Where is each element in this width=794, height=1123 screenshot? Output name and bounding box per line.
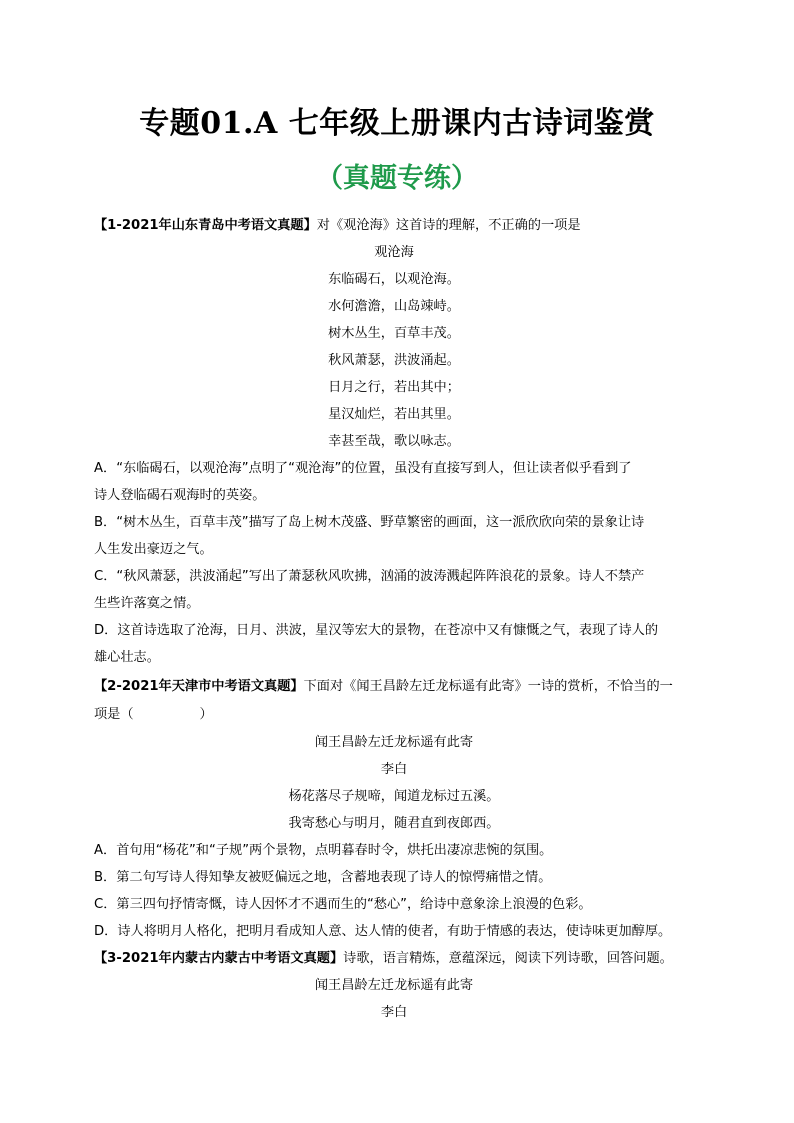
option-line: D．诗人将明月人格化，把明月看成知人意、达人情的使者，有助于情感的表达，使诗味更加醇厚。 xyxy=(94,924,672,939)
poem-line: 杨花落尽子规啼，闻道龙标过五溪。 xyxy=(288,789,500,804)
option-line: A．“东临碣石，以观沧海”点明了“观沧海”的位置，虽没有直接写到人，但让读者似乎看到了 xyxy=(94,461,632,476)
question-stem: 诗歌，语言精炼，意蕴深远，阅读下列诗歌，回答问题。 xyxy=(343,951,673,966)
poem-line: 我寄愁心与明月，随君直到夜郎西。 xyxy=(288,816,500,831)
option-line: D．这首诗选取了沧海，日月、洪波，星汉等宏大的景物，在苍凉中又有慷慨之气，表现了诗人的 xyxy=(94,623,659,638)
question-2-header xyxy=(94,678,714,696)
poem-line: 树木丛生，百草丰茂。 xyxy=(328,326,460,341)
option-line: A．首句用“杨花”和“子规”两个景物，点明暮春时令，烘托出凄凉悲惋的氛围。 xyxy=(94,843,553,858)
question-source: 【1-2021年山东青岛中考语文真题】 xyxy=(94,218,317,233)
poem-author: 李白 xyxy=(380,1005,408,1020)
option-line: B．“树木丛生，百草丰茂”描写了岛上树木茂盛、野草繁密的画面，这一派欣欣向荣的景象让诗 xyxy=(94,515,645,530)
question-3-header xyxy=(94,950,714,968)
poem-line: 秋风萧瑟，洪波涌起。 xyxy=(328,353,460,368)
question-source: 【3-2021年内蒙古内蒙古中考语文真题】 xyxy=(94,951,344,966)
question-source: 【2-2021年天津市中考语文真题】 xyxy=(94,679,304,694)
poem-line: 日月之行，若出其中； xyxy=(328,380,460,395)
option-line: C．“秋风萧瑟，洪波涌起”写出了萧瑟秋风吹拂，汹涌的波涛溅起阵阵浪花的景象。诗人不禁产 xyxy=(94,569,645,584)
option-line: 人生发出豪迈之气。 xyxy=(94,542,213,557)
poem-line: 东临碣石，以观沧海。 xyxy=(328,272,460,287)
option-line: 雄心壮志。 xyxy=(94,650,160,665)
option-line: 生些许落寞之情。 xyxy=(94,596,200,611)
page-subtitle: （真题专练） xyxy=(316,163,478,194)
question-1-header xyxy=(94,217,714,235)
option-line: B．第二句写诗人得知挚友被贬偏远之地，含蓄地表现了诗人的惊愕痛惜之情。 xyxy=(94,870,552,885)
poem-title: 闻王昌龄左迁龙标遥有此寄 xyxy=(314,735,474,750)
option-line: C．第三四句抒情寄慨，诗人因怀才不遇而生的“愁心”，给诗中意象涂上浪漫的色彩。 xyxy=(94,897,592,912)
option-line: 诗人登临碣石观海时的英姿。 xyxy=(94,488,266,503)
poem-line: 星汉灿烂，若出其里。 xyxy=(328,407,460,422)
poem-title: 闻王昌龄左迁龙标遥有此寄 xyxy=(314,978,474,993)
question-stem-continued: 项是（ ） xyxy=(94,707,213,722)
poem-author: 李白 xyxy=(380,762,408,777)
poem-title: 观沧海 xyxy=(374,245,414,260)
poem-line: 幸甚至哉，歌以咏志。 xyxy=(328,434,460,449)
question-stem: 下面对《闻王昌龄左迁龙标遥有此寄》一诗的赏析，不恰当的一 xyxy=(303,679,673,694)
poem-line: 水何澹澹，山岛竦峙。 xyxy=(328,299,460,314)
page-title: 专题01.A 七年级上册课内古诗词鉴赏 xyxy=(139,106,655,141)
question-stem: 对《观沧海》这首诗的理解，不正确的一项是 xyxy=(316,218,581,233)
